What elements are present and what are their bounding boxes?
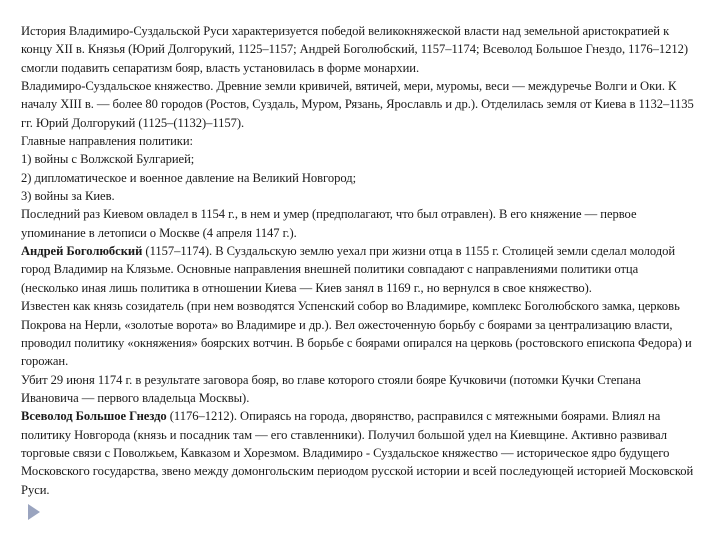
arrow-shape [28, 504, 40, 520]
paragraph-killed: Убит 29 июня 1174 г. в результате заговора бояр, во главе которого стояли бояре Кучковичи (потомки Кучки Степана Ивановича — первого владельца Москвы). [21, 372, 641, 405]
paragraph-policy-heading: Главные направления политики: [21, 134, 194, 149]
paragraph-last-kiev: Последний раз Киевом овладел в 1154 г., в нем и умер (предполагают, что был отравлен). В его княжение — первое упоминание в летописи о Москве (4 апреля 1147 г.). [21, 207, 637, 240]
paragraph-principality: Владимиро-Суздальское княжество. Древние земли кривичей, вятичей, мери, муромы, веси — междуречье Волги и Оки. К началу XIII в. — более 80 городов (Ростов, Суздаль, Муром, Рязань, Ярославль и др.). Отделилась земля от Киева в 1132–1135 гг. Юрий Долгорукий (1125–(1132)–1157). [21, 79, 694, 130]
paragraph-builder: Известен как князь созидатель (при нем возводятся Успенский собор во Владимире, комплекс Боголюбского замка, церковь Покрова на Нерли, «золотые ворота» во Владимире и др.). Вел ожесточенную борьбу с боярами за централизацию власти, проводил политику «окняжения» боярских вотчин. В борьбе с боярами опирался на церковь (ростовского епископа Федора) и горожан. [21, 299, 692, 369]
andrey-name: Андрей Боголюбский [21, 244, 143, 259]
list-item-kiev: 3) войны за Киев. [21, 189, 115, 204]
arrow-triangle-icon [22, 500, 46, 524]
next-slide-arrow-icon[interactable] [22, 500, 46, 524]
andrey-text: (1157–1174). В Суздальскую землю уехал при жизни отца в 1155 г. Столицей земли сделал молодой город Владимир на Клязьме. Основные направления внешней политики совпадают с направлениями политики отца (несколько иная лишь политика в отношении Киева — Киев занял в 1169 г., но вернулся в свое княжество). [21, 244, 676, 295]
paragraph-andrey [21, 242, 697, 297]
paragraph-history-intro: История Владимиро-Суздальской Руси характеризуется победой великокняжеской власти над земельной аристократией к концу XII в. Князья (Юрий Долгорукий, 1125–1157; Андрей Боголюбский, 1157–1174; Всеволод Большое Гнездо, 1176–1212) смогли подавить сепаратизм бояр, власть установилась в форме монархии. [21, 24, 689, 75]
list-item-bulgaria: 1) войны с Волжской Булгарией; [21, 152, 195, 167]
paragraph-vsevolod [21, 407, 697, 499]
vsevolod-name: Всеволод Большое Гнездо [21, 409, 167, 424]
vsevolod-text: (1176–1212). Опираясь на города, дворянство, расправился с мятежными боярами. Влиял на политику Новгорода (князь и посадник там — его ставленники). Получил большой удел на Киевщине. Активно развивал торговые связи с Поволжьем, Кавказом и Хорезмом. Владимиро - Суздальское княжество — историческое ядро будущего Московского государства, звено между домонгольским периодом русской истории и всей последующей историей Московской Руси. [21, 409, 694, 497]
list-item-novgorod: 2) дипломатическое и военное давление на Великий Новгород; [21, 170, 357, 185]
slide-text-frame [21, 22, 697, 499]
